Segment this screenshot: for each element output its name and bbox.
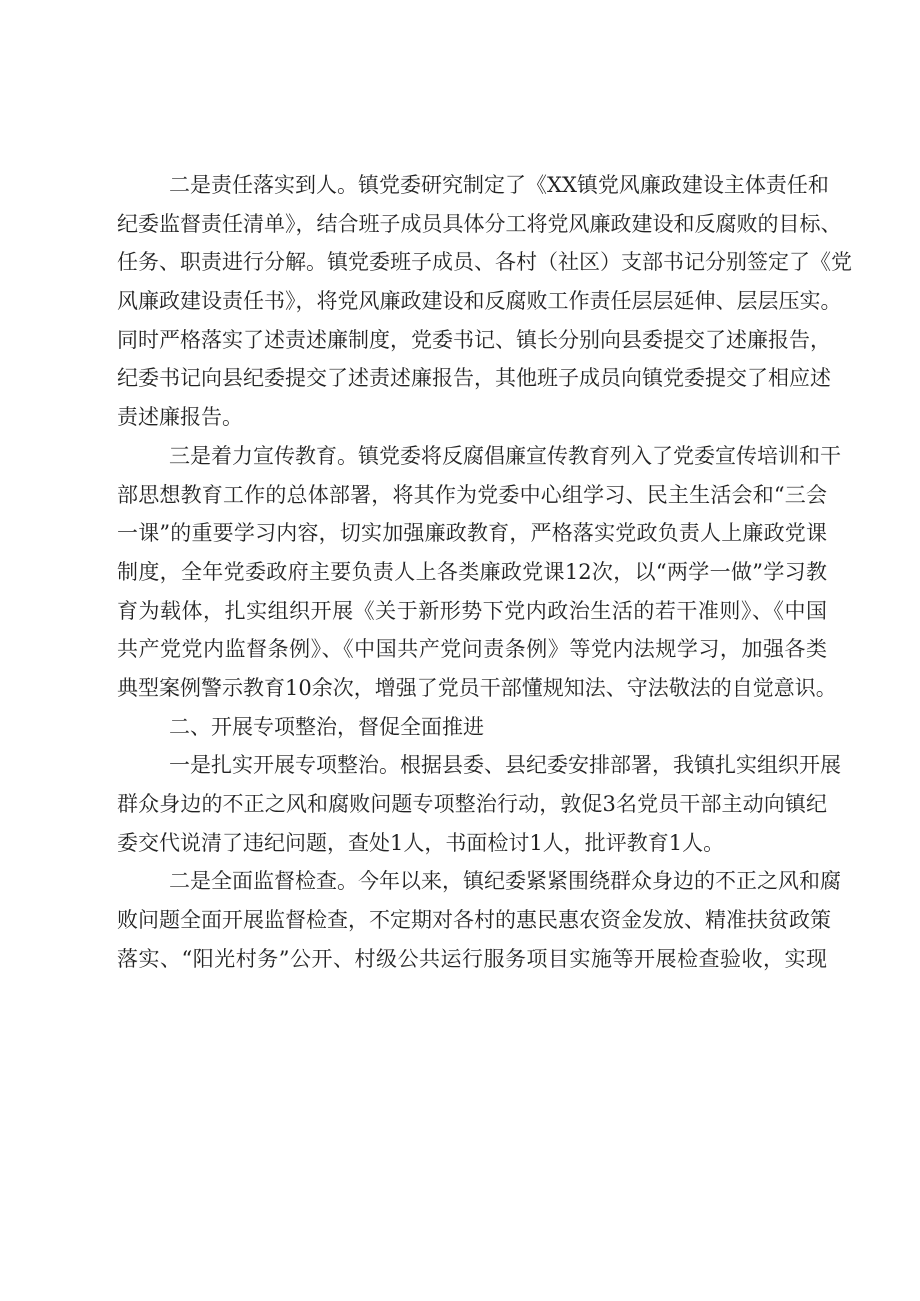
paragraph-line: 委交代说清了违纪问题，查处1人，书面检讨1人，批评教育1人。 <box>117 830 725 855</box>
paragraph-line: 三是着力宣传教育。镇党委将反腐倡廉宣传教育列入了党委宣传培训和干 <box>169 443 841 468</box>
paragraph-line: 部思想教育工作的总体部署，将其作为党委中心组学习、民主生活会和“三会 <box>117 482 827 507</box>
paragraph-line: 责述廉报告。 <box>117 405 243 430</box>
paragraph-line: 二是全面监督检查。今年以来，镇纪委紧紧围绕群众身边的不正之风和腐 <box>169 869 841 894</box>
document-body <box>117 166 852 978</box>
paragraph-line: 风廉政建设责任书》，将党风廉政建设和反腐败工作责任层层延伸、层层压实。 <box>117 289 842 314</box>
paragraph-line: 落实、“阳光村务”公开、村级公共运行服务项目实施等开展检查验收，实现 <box>117 946 827 971</box>
paragraph-line: 二是责任落实到人。镇党委研究制定了《XX镇党风廉政建设主体责任和 <box>169 173 829 197</box>
paragraph-line: 纪委书记向县纪委提交了述责述廉报告，其他班子成员向镇党委提交了相应述 <box>117 366 831 391</box>
paragraph-line: 纪委监督责任清单》，结合班子成员具体分工将党风廉政建设和反腐败的目标、 <box>117 211 842 236</box>
section-heading: 二、开展专项整治，督促全面推进 <box>169 714 484 739</box>
paragraph-line: 一是扎实开展专项整治。根据县委、县纪委安排部署，我镇扎实组织开展 <box>169 753 841 778</box>
paragraph-line: 典型案例警示教育10余次，增强了党员干部懂规知法、守法敬法的自觉意识。 <box>117 675 837 700</box>
paragraph-line: 败问题全面开展监督检查，不定期对各村的惠民惠农资金发放、精准扶贫政策 <box>117 908 831 933</box>
paragraph-line: 制度，全年党委政府主要负责人上各类廉政党课12次，以“两学一做”学习教 <box>117 559 827 584</box>
paragraph-line: 育为载体，扎实组织开展《关于新形势下党内政治生活的若干准则》、《中国 <box>117 598 827 623</box>
paragraph-line: 任务、职责进行分解。镇党委班子成员、各村（社区）支部书记分别签定了《党 <box>117 250 852 275</box>
paragraph-line: 一课”的重要学习内容，切实加强廉政教育，严格落实党政负责人上廉政党课 <box>117 521 827 546</box>
paragraph-line: 同时严格落实了述责述廉制度，党委书记、镇长分别向县委提交了述廉报告， <box>117 327 831 352</box>
paragraph-line: 群众身边的不正之风和腐败问题专项整治行动，敦促3名党员干部主动向镇纪 <box>117 792 827 816</box>
paragraph-line: 共产党党内监督条例》、《中国共产党问责条例》等党内法规学习，加强各类 <box>117 637 827 662</box>
